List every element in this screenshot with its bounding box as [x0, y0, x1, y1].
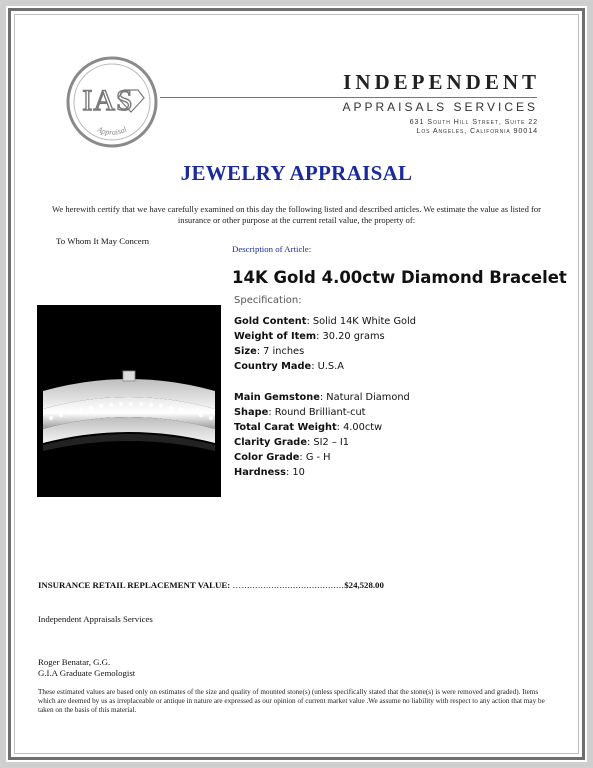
spec-value: : Round Brilliant-cut: [268, 407, 366, 418]
spec-value: : G - H: [299, 452, 331, 463]
specification-label: Specification:: [234, 295, 302, 306]
bracelet-photo: [37, 305, 221, 497]
signer-name: Roger Benatar, G.G.: [38, 657, 111, 667]
spec-value: : SI2 – I1: [306, 437, 349, 448]
spec-country: [234, 361, 344, 372]
brand-subtitle: APPRAISALS SERVICES: [342, 100, 538, 114]
spec-label: Weight of Item: [234, 331, 317, 342]
spec-value: : Solid 14K White Gold: [306, 316, 416, 327]
spec-value: : 7 inches: [256, 346, 305, 357]
certify-statement: We herewith certify that we have carefully examined on this day the following listed and described articles. We estimate the value as listed for insurance or other purpose at the current retail value, the property of:: [51, 204, 542, 225]
spec-label: Shape: [234, 407, 269, 418]
spec-label: Main Gemstone: [234, 392, 320, 403]
spec-value: : U.S.A: [311, 361, 344, 372]
spec-value: : 10: [285, 467, 305, 478]
spec-label: Gold Content: [234, 316, 307, 327]
spec-label: Color Grade: [234, 452, 300, 463]
spec-weight: [234, 331, 385, 342]
spec-size: [234, 346, 304, 357]
company-name: Independent Appraisals Services: [38, 614, 153, 624]
spec-gold-content: [234, 316, 416, 327]
logo-lettering: IAS: [82, 84, 134, 117]
description-label: Description of Article:: [232, 244, 312, 254]
ias-logo: [66, 56, 158, 148]
spec-label: Hardness: [234, 467, 286, 478]
brand-name: INDEPENDENT: [343, 70, 540, 94]
signer-title: G.I.A Graduate Gemologist: [38, 668, 136, 678]
disclaimer-text: These estimated values are based only on estimates of the size and quality of mounted stone(s) (unless specifically stated that the stone(s) is were removed and graded). Items which are deemed by us as irreplaceable or antique in nature are expressed as our opinion of current market value .We assume no liability with respect to any action that may be taken on the basis of this material.: [38, 688, 545, 714]
spec-value: : Natural Diamond: [319, 392, 410, 403]
spec-label: Country Made: [234, 361, 312, 372]
spec-value: : 30.20 grams: [316, 331, 385, 342]
spec-shape: [234, 407, 366, 418]
spec-label: Clarity Grade: [234, 437, 307, 448]
document-title: JEWELRY APPRAISAL: [180, 161, 413, 185]
brand-address-line1: 631 South Hill Street, Suite 22: [409, 117, 538, 126]
brand-divider: [160, 97, 537, 98]
spec-label: Total Carat Weight: [234, 422, 337, 433]
item-title: 14K Gold 4.00ctw Diamond Bracelet: [232, 268, 567, 287]
logo-subtext: Appraisal: [95, 124, 129, 137]
spec-clarity: [234, 437, 349, 448]
spec-color: [234, 452, 331, 463]
insurance-value-amount: $24,528.00: [344, 580, 384, 590]
spec-label: Size: [234, 346, 257, 357]
insurance-value-line: [38, 580, 384, 590]
recipient: To Whom It May Concern: [56, 236, 150, 246]
insurance-value-label: INSURANCE RETAIL REPLACEMENT VALUE:: [38, 580, 231, 590]
spec-hardness: [234, 467, 305, 478]
spec-total-carat: [234, 422, 382, 433]
spec-value: : 4.00ctw: [336, 422, 383, 433]
insurance-value-dots: …......................................: [232, 580, 345, 590]
spec-main-gemstone: [234, 392, 410, 403]
brand-address-line2: Los Angeles, California 90014: [416, 126, 538, 135]
